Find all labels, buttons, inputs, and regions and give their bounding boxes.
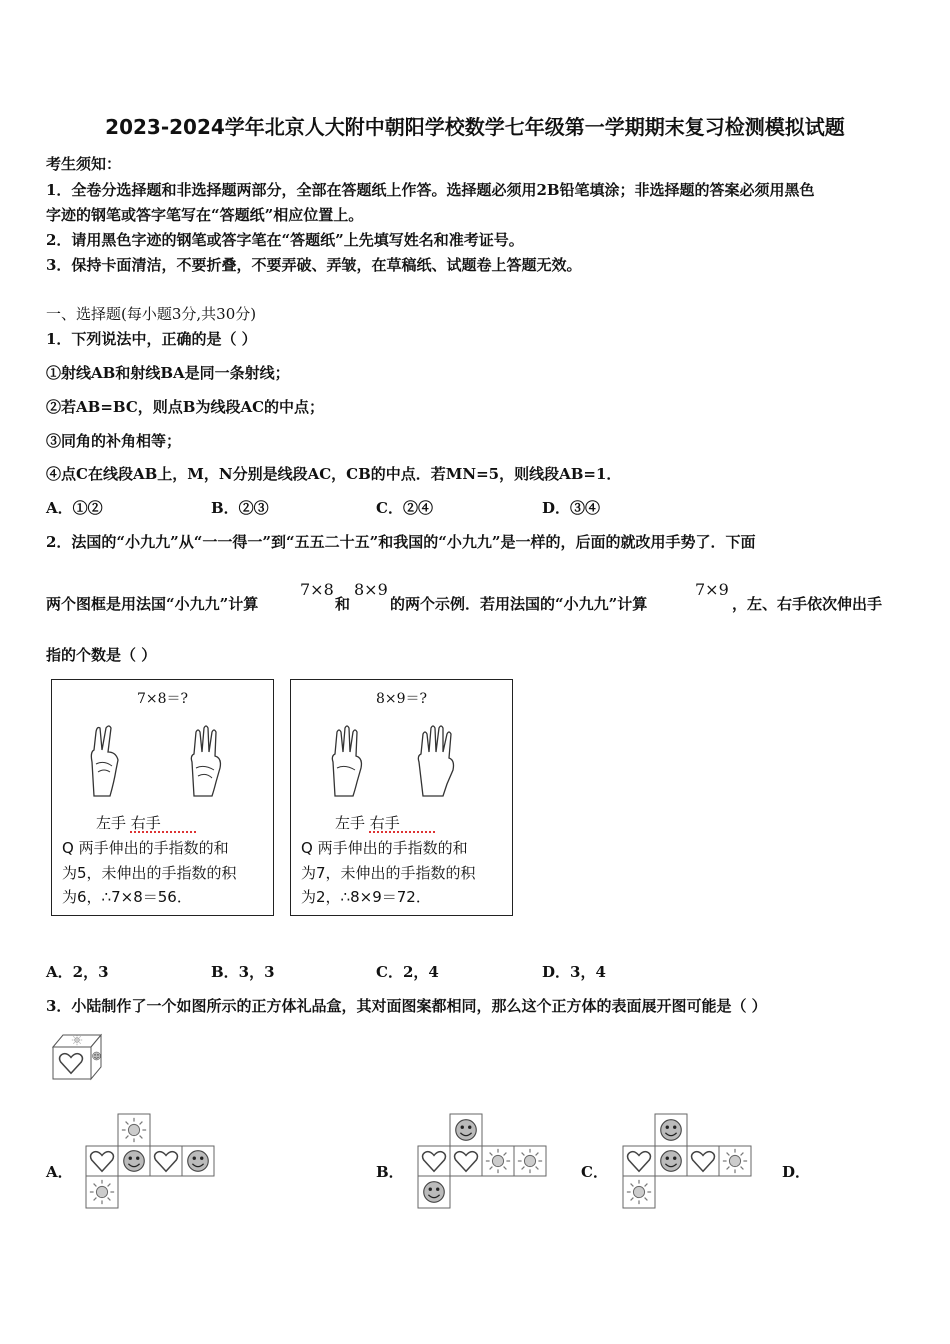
q3-option-a-label[interactable]: A． (46, 1163, 73, 1181)
q2-expr-8x9: 8×9 (354, 580, 388, 599)
q2-line-3: 指的个数是（ ） (46, 646, 157, 664)
left-hand-icon (325, 722, 369, 797)
notice-heading: 考生须知： (46, 155, 122, 173)
q1-option-b[interactable]: B．②③ (211, 499, 269, 517)
notice-line-1a: 1．全卷分选择题和非选择题两部分，全部在答题纸上作答。选择题必须用2B铅笔填涂；非选择题的答案必须用黑色 (46, 181, 815, 199)
q2-line-1: 2．法国的“小九九”从“一一得一”到“五五二十五”和我国的“小九九”是一样的，后面的就改用手势了．下面 (46, 533, 756, 551)
q2-and: 和 (335, 595, 351, 613)
q1-statement-4: ④点C在线段AB上，M，N分别是线段AC，CB的中点．若MN=5，则线段AB=1． (46, 465, 622, 483)
fig1-line-1: Q 两手伸出的手指数的和 (62, 839, 229, 857)
right-hand-icon (413, 722, 461, 797)
q3-option-b-label[interactable]: B． (376, 1163, 404, 1181)
q3-option-a-net[interactable] (84, 1112, 216, 1212)
q1-stem: 1．下列说法中，正确的是（ ） (46, 330, 257, 348)
q2-line-2a: 两个图框是用法国“小九九”计算 (46, 595, 259, 613)
fig1-line-3: 为6，∴7×8＝56． (62, 888, 192, 906)
q2-expr-7x9: 7×9 (695, 580, 729, 599)
q1-statement-3: ③同角的补角相等； (46, 432, 182, 450)
q2-figure-2 (290, 679, 513, 916)
q3-option-b-net[interactable] (416, 1112, 548, 1212)
fig1-blank-underline (130, 827, 196, 833)
q2-option-a[interactable]: A．2，3 (46, 963, 109, 981)
fig1-line-2: 为5，未伸出的手指数的积 (62, 864, 237, 882)
notice-line-1b: 字迹的钢笔或答字笔写在“答题纸”相应位置上。 (46, 206, 364, 224)
q2-expr-7x8: 7×8 (300, 580, 334, 599)
fig2-line-2: 为7，未伸出的手指数的积 (301, 864, 476, 882)
fig1-hands-label: 左手 右手 (96, 814, 161, 832)
page-title: 2023-2024学年北京人大附中朝阳学校数学七年级第一学期期末复习检测模拟试题 (105, 115, 845, 139)
q1-statement-1: ①射线AB和射线BA是同一条射线； (46, 364, 290, 382)
q3-option-c-net[interactable] (621, 1112, 753, 1212)
fig2-hands-label: 左手 右手 (335, 814, 400, 832)
q3-option-c-label[interactable]: C． (581, 1163, 608, 1181)
q2-option-d[interactable]: D．3，4 (542, 963, 606, 981)
q1-option-d[interactable]: D．③④ (542, 499, 601, 517)
right-hand-icon (184, 722, 228, 797)
q2-option-b[interactable]: B．3，3 (211, 963, 275, 981)
cube-gift-box (51, 1033, 103, 1081)
notice-line-2: 2．请用黑色字迹的钢笔或答字笔在“答题纸”上先填写姓名和准考证号。 (46, 231, 524, 249)
q1-option-c[interactable]: C．②④ (376, 499, 433, 517)
section-heading: 一、选择题(每小题3分,共30分) (46, 305, 257, 323)
q1-statement-2: ②若AB=BC，则点B为线段AC的中点； (46, 398, 325, 416)
fig1-equation: 7×8＝? (136, 691, 189, 707)
q1-option-a[interactable]: A．①② (46, 499, 103, 517)
fig2-line-1: Q 两手伸出的手指数的和 (301, 839, 468, 857)
q2-option-c[interactable]: C．2，4 (376, 963, 439, 981)
q2-line-2b: 的两个示例．若用法国的“小九九”计算 (390, 595, 648, 613)
fig2-blank-underline (369, 827, 435, 833)
q3-option-d-label[interactable]: D． (782, 1163, 811, 1181)
q2-figure-1 (51, 679, 274, 916)
fig2-equation: 8×9＝? (375, 691, 428, 707)
notice-line-3: 3．保持卡面清洁，不要折叠，不要弄破、弄皱，在草稿纸、试题卷上答题无效。 (46, 256, 582, 274)
q3-stem: 3．小陆制作了一个如图所示的正方体礼品盒，其对面图案都相同，那么这个正方体的表面展开图可能是（ ） (46, 997, 767, 1015)
q2-line-2c: ，左、右手依次伸出手 (732, 595, 883, 613)
left-hand-icon (86, 722, 126, 797)
fig2-line-3: 为2，∴8×9＝72． (301, 888, 431, 906)
